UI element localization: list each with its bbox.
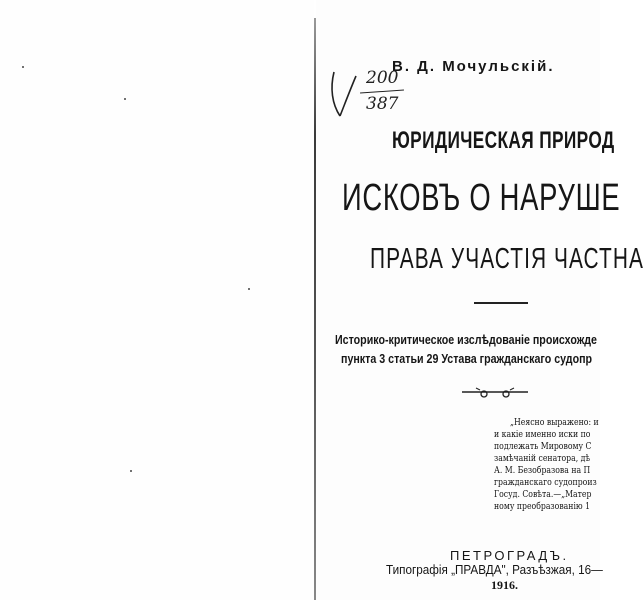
paper-speck bbox=[22, 66, 24, 68]
epigraph-line: гражданскаго судопроиз bbox=[494, 478, 597, 488]
left-blank-page bbox=[0, 0, 314, 600]
epigraph-line: Госуд. Совѣта.—„Матер bbox=[494, 490, 592, 500]
epigraph-line: ному преобразованію 1 bbox=[494, 502, 591, 512]
paper-speck bbox=[248, 288, 250, 290]
title-rule bbox=[474, 302, 528, 304]
paper-speck bbox=[124, 98, 126, 100]
epigraph-line: и какіе именно иски по bbox=[494, 430, 591, 440]
title-line-3: ПРАВА УЧАСТІЯ ЧАСТНА bbox=[370, 243, 644, 275]
epigraph-line: замѣчаній сенатора, дѣ bbox=[494, 454, 591, 464]
paper-speck bbox=[130, 470, 132, 472]
handwritten-number-top: 200 bbox=[366, 68, 399, 88]
printer-line: Типографія „ПРАВДА", Разъѣзжая, 16— bbox=[386, 562, 603, 577]
subtitle-line-1: Историко-критическое изслѣдованіе происхожде bbox=[335, 332, 597, 347]
epigraph-line: „Неясно выражено: и bbox=[510, 418, 599, 428]
subtitle-line-2: пункта 3 статьи 29 Устава гражданскаго судопр bbox=[341, 351, 593, 366]
author-name: В. Д. Мочульскій. bbox=[392, 58, 555, 75]
handwritten-number-bottom: 387 bbox=[366, 94, 399, 114]
publication-city: ПЕТРОГРАДЪ. bbox=[450, 548, 569, 563]
epigraph-line: А. М. Безобразова на П bbox=[494, 466, 591, 476]
title-line-1: ЮРИДИЧЕСКАЯ ПРИРОД bbox=[392, 127, 615, 154]
publication-year: 1916. bbox=[491, 578, 518, 592]
title-line-2: ИСКОВЪ О НАРУШЕ bbox=[342, 177, 621, 219]
ornament-divider-icon bbox=[462, 384, 528, 400]
epigraph-line: подлежать Мировому С bbox=[494, 442, 592, 452]
